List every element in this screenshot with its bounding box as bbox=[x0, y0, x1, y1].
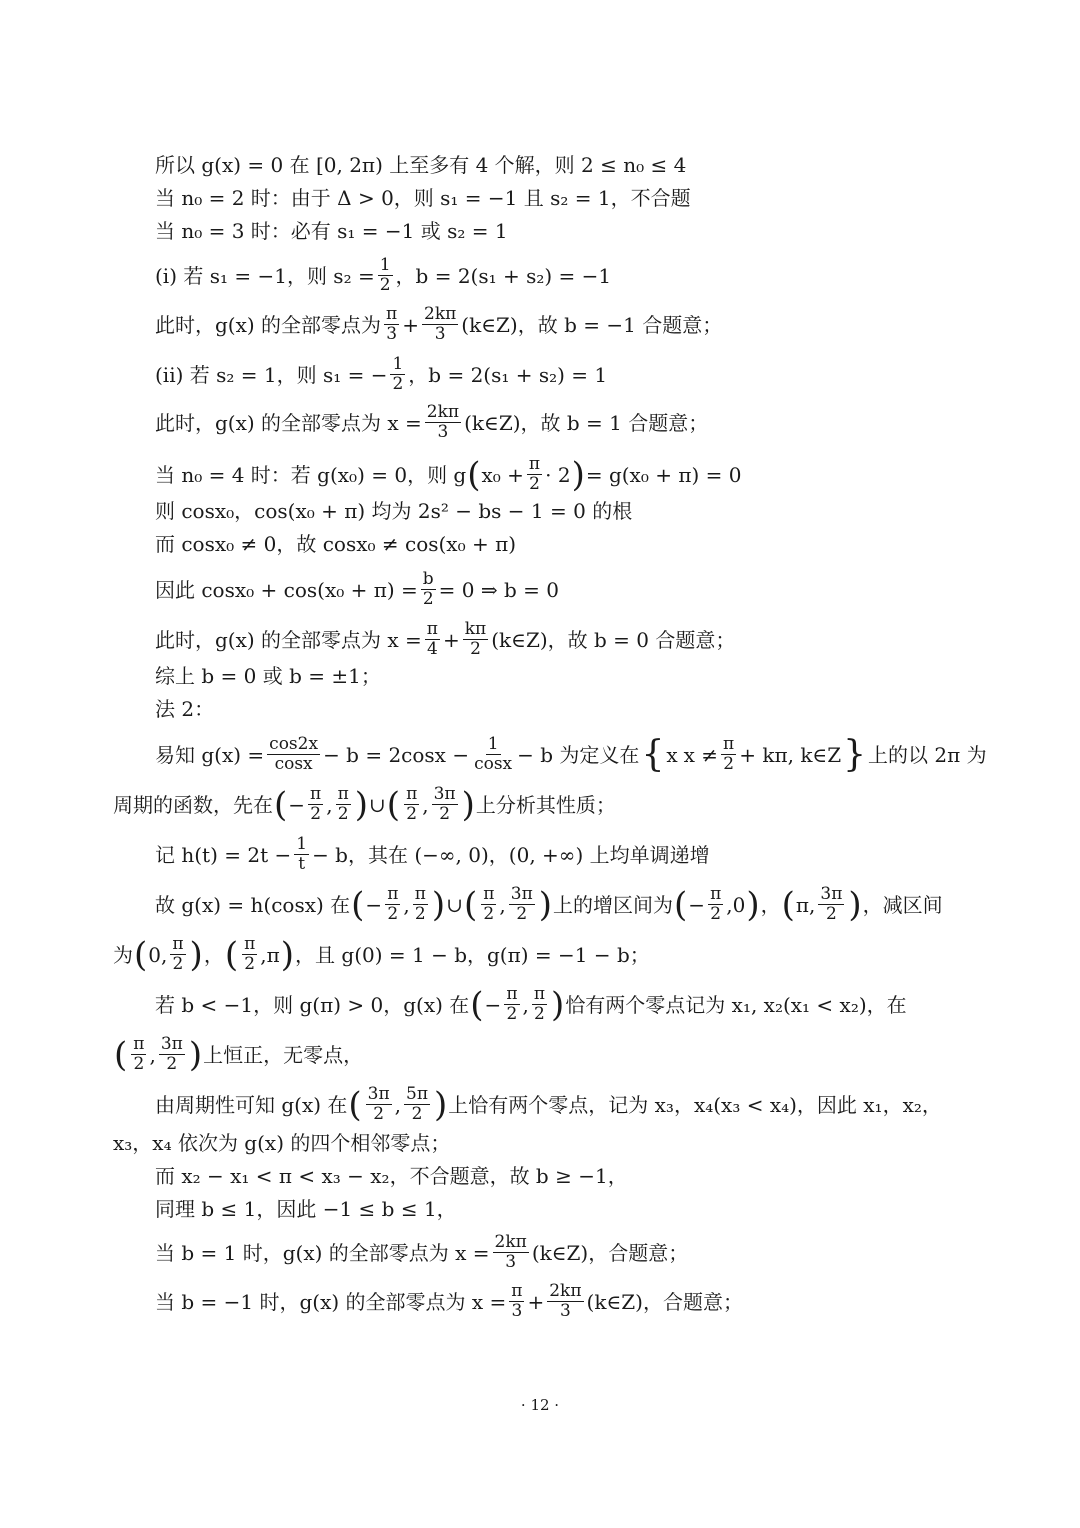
text: ，且 g(0) = 1 − b，g(π) = −1 − b； bbox=[295, 942, 650, 967]
numerator: cos2x bbox=[269, 734, 319, 754]
math-symbol: ) bbox=[848, 884, 862, 925]
numerator: 1 bbox=[487, 734, 499, 754]
text: 故 g(x) = h(cosx) 在 bbox=[155, 892, 351, 917]
text: x bbox=[666, 742, 678, 767]
text: 上的以 2π 为 bbox=[868, 742, 987, 767]
denominator: 2 bbox=[406, 804, 418, 824]
math-token: , bbox=[726, 892, 733, 917]
denominator: 3 bbox=[559, 1301, 571, 1321]
text: 同理 b ≤ 1，因此 −1 ≤ b ≤ 1， bbox=[155, 1197, 457, 1221]
brace: { bbox=[641, 733, 665, 775]
math-symbol: ) bbox=[746, 884, 760, 925]
denominator: 3 bbox=[386, 324, 398, 344]
math-symbol: ) bbox=[280, 934, 295, 975]
line-12 bbox=[155, 620, 970, 659]
denominator: 2 bbox=[310, 804, 322, 824]
numerator: kπ bbox=[464, 619, 487, 639]
numerator: π bbox=[710, 884, 722, 904]
denominator: 3 bbox=[437, 422, 449, 442]
text: 若 b < −1，则 g(π) > 0，g(x) 在 bbox=[155, 992, 470, 1017]
math-token: ， bbox=[203, 942, 224, 967]
math-symbol: ( bbox=[274, 784, 288, 825]
line-2 bbox=[155, 185, 970, 211]
math-token: π bbox=[266, 942, 280, 967]
text: ，b = 2(s₁ + s₂) = 1 bbox=[408, 362, 608, 387]
math-token: − bbox=[288, 792, 306, 817]
denominator: t bbox=[298, 854, 306, 874]
denominator: 2 bbox=[387, 904, 399, 924]
denominator: cosx bbox=[274, 754, 313, 774]
text: = 0 ⇒ b = 0 bbox=[438, 577, 559, 602]
denominator: 2 bbox=[379, 275, 391, 295]
fraction bbox=[422, 305, 458, 344]
numerator: π bbox=[387, 884, 399, 904]
math-token: − bbox=[484, 992, 502, 1017]
text: 此时，g(x) 的全部零点为 x = bbox=[155, 410, 422, 435]
fraction bbox=[547, 1282, 583, 1321]
text: 则 cosx₀，cos(x₀ + π) 均为 2s² − bs − 1 = 0 的根 bbox=[155, 499, 633, 523]
text: 当 n₀ = 4 时：若 g(x₀) = 0，则 g bbox=[155, 462, 467, 487]
math-token: − bbox=[365, 892, 383, 917]
text: (k∈Z)，合题意； bbox=[586, 1289, 743, 1314]
line-4 bbox=[155, 256, 970, 295]
line-24 bbox=[155, 1163, 970, 1189]
text: x₀ + bbox=[481, 462, 524, 487]
math-symbol bbox=[336, 785, 351, 824]
denominator: 2 bbox=[244, 954, 256, 974]
numerator: 2kπ bbox=[426, 402, 460, 422]
math-symbol bbox=[159, 1035, 185, 1074]
text: 上恒正，无零点， bbox=[203, 1042, 364, 1067]
denominator: 2 bbox=[483, 904, 495, 924]
line-10 bbox=[155, 531, 970, 557]
fraction bbox=[390, 355, 405, 394]
math-token: , bbox=[149, 1042, 156, 1067]
numerator: 3π bbox=[160, 1034, 183, 1054]
fraction bbox=[378, 256, 393, 295]
denominator: 2 bbox=[392, 374, 404, 394]
math-token: ∪ bbox=[369, 792, 386, 817]
numerator: b bbox=[422, 569, 434, 589]
denominator: 2 bbox=[825, 904, 837, 924]
math-symbol: ( bbox=[463, 884, 478, 925]
denominator: 2 bbox=[172, 954, 184, 974]
numerator: π bbox=[483, 884, 495, 904]
line-17 bbox=[155, 835, 970, 874]
numerator: π bbox=[244, 934, 256, 954]
text: (k∈Z)，故 b = −1 合题意； bbox=[461, 312, 723, 337]
fraction bbox=[425, 403, 461, 442]
math-symbol: ) bbox=[188, 1034, 203, 1075]
text: + bbox=[442, 627, 460, 652]
numerator: π bbox=[310, 784, 322, 804]
text: 此时，g(x) 的全部零点为 x = bbox=[155, 627, 422, 652]
denominator: 2 bbox=[411, 1104, 423, 1124]
numerator: 2kπ bbox=[494, 1232, 527, 1252]
math-token: , bbox=[809, 892, 816, 917]
text: 综上 b = 0 或 b = ±1； bbox=[155, 664, 381, 688]
denominator: 2 bbox=[723, 754, 735, 774]
denominator: 2 bbox=[166, 1054, 178, 1074]
denominator: 4 bbox=[426, 639, 438, 659]
text: 易知 g(x) = bbox=[155, 742, 265, 767]
line-20 bbox=[155, 985, 970, 1024]
math-token: , bbox=[403, 892, 410, 917]
fraction bbox=[463, 620, 488, 659]
math-symbol bbox=[509, 885, 535, 924]
fraction bbox=[509, 1282, 524, 1321]
text: (k∈Z)，故 b = 1 合题意； bbox=[464, 410, 709, 435]
numerator: 2kπ bbox=[549, 1281, 582, 1301]
numerator: π bbox=[506, 984, 518, 1004]
math-symbol bbox=[413, 885, 428, 924]
denominator: 2 bbox=[506, 1004, 518, 1024]
text: 周期的函数，先在 bbox=[113, 792, 273, 817]
math-symbol bbox=[481, 885, 496, 924]
math-symbol bbox=[308, 785, 323, 824]
line-16 bbox=[113, 785, 970, 824]
line-15 bbox=[155, 733, 987, 775]
denominator: 3 bbox=[511, 1301, 523, 1321]
text: 所以 g(x) = 0 在 [0, 2π) 上至多有 4 个解，则 2 ≤ n₀ ≤ 4 bbox=[155, 153, 687, 177]
line-22 bbox=[155, 1085, 970, 1124]
fraction bbox=[527, 455, 542, 494]
denominator: 2 bbox=[373, 1104, 385, 1124]
text: (ii) 若 s₂ = 1，则 s₁ = − bbox=[155, 362, 388, 387]
math-symbol bbox=[432, 785, 458, 824]
text: (k∈Z)，故 b = 0 合题意； bbox=[491, 627, 736, 652]
line-26 bbox=[155, 1233, 970, 1272]
line-18 bbox=[155, 885, 970, 924]
text: 法 2： bbox=[155, 697, 215, 721]
fraction bbox=[472, 735, 514, 774]
numerator: 3π bbox=[433, 784, 456, 804]
numerator: π bbox=[511, 1281, 523, 1301]
math-symbol: ) bbox=[431, 884, 446, 925]
math-symbol bbox=[404, 1085, 430, 1124]
math-token: , bbox=[326, 792, 333, 817]
fraction bbox=[267, 735, 320, 774]
text: (k∈Z)，合题意； bbox=[531, 1240, 689, 1265]
line-21 bbox=[113, 1035, 970, 1074]
math-token: , bbox=[499, 892, 506, 917]
math-symbol: ( bbox=[781, 884, 795, 925]
line-19 bbox=[113, 935, 970, 974]
text: · 2 bbox=[545, 462, 571, 487]
denominator: 2 bbox=[337, 804, 349, 824]
text: 当 n₀ = 3 时：必有 s₁ = −1 或 s₂ = 1 bbox=[155, 219, 508, 243]
numerator: 1 bbox=[379, 255, 391, 275]
math-symbol: ) bbox=[354, 784, 369, 825]
numerator: π bbox=[133, 1034, 145, 1054]
math-token: , bbox=[422, 792, 429, 817]
math-symbol bbox=[131, 1035, 146, 1074]
line-8 bbox=[155, 455, 970, 494]
text: 记 h(t) = 2t − bbox=[155, 842, 292, 867]
text: (i) 若 s₁ = −1，则 s₂ = bbox=[155, 263, 375, 288]
brace: } bbox=[843, 733, 867, 775]
line-11 bbox=[155, 570, 970, 609]
numerator: 3π bbox=[820, 884, 843, 904]
text: 上的增区间为 bbox=[553, 892, 674, 917]
math-symbol: ( bbox=[348, 1084, 362, 1125]
math-symbol bbox=[708, 885, 723, 924]
denominator: 2 bbox=[529, 474, 540, 494]
text: 为 bbox=[113, 942, 133, 967]
line-3 bbox=[155, 218, 970, 244]
math-symbol bbox=[532, 985, 547, 1024]
text: 由周期性可知 g(x) 在 bbox=[155, 1092, 348, 1117]
numerator: π bbox=[406, 784, 418, 804]
numerator: 1 bbox=[296, 834, 308, 854]
denominator: 2 bbox=[133, 1054, 145, 1074]
line-6 bbox=[155, 355, 970, 394]
text: − b = 2cosx − bbox=[323, 742, 470, 767]
math-symbol: ( bbox=[224, 934, 239, 975]
numerator: π bbox=[337, 784, 349, 804]
text: 上分析其性质； bbox=[475, 792, 616, 817]
math-token: π bbox=[795, 892, 810, 917]
text: 因此 cosx₀ + cos(x₀ + π) = bbox=[155, 577, 418, 602]
line-7 bbox=[155, 403, 970, 442]
text: + kπ, k∈Z bbox=[739, 742, 842, 767]
math-token: − bbox=[688, 892, 706, 917]
numerator: 1 bbox=[392, 354, 404, 374]
denominator: 2 bbox=[516, 904, 528, 924]
numerator: 2kπ bbox=[424, 304, 457, 324]
denominator: 2 bbox=[439, 804, 451, 824]
numerator: π bbox=[723, 734, 735, 754]
numerator: π bbox=[386, 304, 398, 324]
math-token: , bbox=[161, 942, 168, 967]
text: 当 b = −1 时，g(x) 的全部零点为 x = bbox=[155, 1289, 507, 1314]
fraction bbox=[425, 620, 440, 659]
math-token: , bbox=[522, 992, 529, 1017]
numerator: 3π bbox=[367, 1084, 390, 1104]
fraction bbox=[384, 305, 399, 344]
text: x ≠ bbox=[683, 742, 719, 767]
math-symbol: ) bbox=[434, 1084, 448, 1125]
math-symbol bbox=[242, 935, 257, 974]
math-symbol: ( bbox=[114, 1034, 128, 1075]
math-symbol: ( bbox=[351, 884, 365, 925]
text: − b，其在 (−∞, 0)，(0, +∞) 上均单调递增 bbox=[312, 842, 710, 867]
text: + bbox=[402, 312, 419, 337]
numerator: π bbox=[533, 984, 546, 1004]
line-23 bbox=[113, 1130, 970, 1156]
text: x₃，x₄ 依次为 g(x) 的四个相邻零点； bbox=[113, 1131, 451, 1155]
text: + bbox=[527, 1289, 545, 1314]
fraction bbox=[493, 1233, 529, 1272]
numerator: π bbox=[426, 619, 438, 639]
page-number: · 12 · bbox=[520, 1396, 560, 1414]
text: − b 为定义在 bbox=[517, 742, 640, 767]
text: 上恰有两个零点，记为 x₃，x₄(x₃ < x₄)，因此 x₁，x₂， bbox=[448, 1092, 942, 1117]
math-symbol: ( bbox=[674, 884, 688, 925]
math-symbol: ) bbox=[538, 884, 553, 925]
math-symbol: ) bbox=[461, 784, 475, 825]
numerator: π bbox=[528, 454, 541, 474]
denominator: 2 bbox=[470, 639, 481, 659]
text: ，b = 2(s₁ + s₂) = −1 bbox=[395, 263, 612, 288]
math-symbol bbox=[170, 935, 185, 974]
text: ，减区间 bbox=[862, 892, 943, 917]
numerator: π bbox=[414, 884, 426, 904]
math-token: 0 bbox=[732, 892, 746, 917]
math-symbol bbox=[818, 885, 844, 924]
text: 而 x₂ − x₁ < π < x₃ − x₂，不合题意，故 b ≥ −1， bbox=[155, 1164, 628, 1188]
text: 恰有两个零点记为 x₁, x₂(x₁ < x₂)，在 bbox=[565, 992, 907, 1017]
math-symbol bbox=[404, 785, 419, 824]
denominator: 3 bbox=[434, 324, 446, 344]
math-symbol: ) bbox=[189, 934, 203, 975]
denominator: 2 bbox=[710, 904, 722, 924]
math-token: 0 bbox=[148, 942, 161, 967]
math-symbol bbox=[385, 885, 400, 924]
fraction bbox=[721, 735, 736, 774]
text: = g(x₀ + π) = 0 bbox=[585, 462, 742, 487]
math-symbol bbox=[504, 985, 519, 1024]
paren: ( bbox=[467, 454, 481, 495]
math-symbol: ) bbox=[551, 984, 565, 1025]
numerator: 5π bbox=[406, 1084, 429, 1104]
math-token: , bbox=[394, 1092, 402, 1117]
numerator: π bbox=[172, 934, 184, 954]
numerator: 3π bbox=[510, 884, 533, 904]
text: 而 cosx₀ ≠ 0，故 cosx₀ ≠ cos(x₀ + π) bbox=[155, 532, 517, 556]
math-token: ， bbox=[760, 892, 781, 917]
denominator: 2 bbox=[422, 589, 434, 609]
fraction bbox=[294, 835, 309, 874]
fraction bbox=[421, 570, 436, 609]
denominator: 3 bbox=[505, 1252, 517, 1272]
line-9 bbox=[155, 498, 970, 524]
text: 当 n₀ = 2 时：由于 Δ > 0，则 s₁ = −1 且 s₂ = 1，不合题 bbox=[155, 186, 691, 210]
math-symbol: ( bbox=[470, 984, 484, 1025]
math-symbol bbox=[366, 1085, 392, 1124]
line-14 bbox=[155, 696, 970, 722]
paren: ) bbox=[571, 454, 585, 495]
line-5 bbox=[155, 305, 970, 344]
denominator: cosx bbox=[474, 754, 513, 774]
line-13 bbox=[155, 663, 970, 689]
text: 此时，g(x) 的全部零点为 bbox=[155, 312, 382, 337]
line-25 bbox=[155, 1196, 970, 1222]
denominator: 2 bbox=[414, 904, 426, 924]
denominator: 2 bbox=[534, 1004, 545, 1024]
math-symbol: ( bbox=[134, 934, 148, 975]
line-1 bbox=[155, 152, 970, 178]
line-27 bbox=[155, 1282, 970, 1321]
math-symbol: ( bbox=[386, 784, 401, 825]
math-token: ∪ bbox=[446, 892, 463, 917]
math-token: , bbox=[260, 942, 267, 967]
text: 当 b = 1 时，g(x) 的全部零点为 x = bbox=[155, 1240, 490, 1265]
